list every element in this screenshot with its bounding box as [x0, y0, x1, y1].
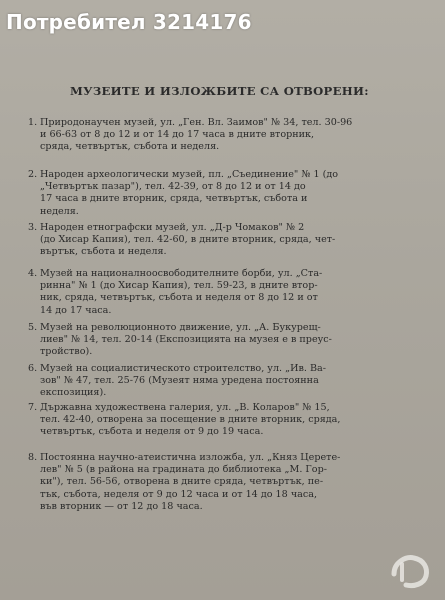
item-line: сряда, четвъртък, събота и неделя. [40, 141, 220, 153]
item-line: и 66-63 от 8 до 12 и от 14 до 17 часа в дните вторник, [40, 129, 315, 141]
item-text [40, 268, 416, 317]
bazar-logo-icon [388, 552, 432, 590]
item-line: Музей на националноосвободителните борби, ул. „Ста- [40, 268, 323, 279]
item-line: Музей на революционното движение, ул. „А. Букурещ- [40, 322, 321, 333]
item-line: зов" № 47, тел. 25-76 (Музеят няма уредена постоянна [40, 375, 319, 387]
page-heading: МУЗЕИТЕ И ИЗЛОЖБИТЕ СА ОТВОРЕНИ: [70, 84, 369, 98]
item-line: четвъртък, събота и неделя от 9 до 19 часа. [40, 426, 264, 438]
item-line: „Четвъртък пазар"), тел. 42-39, от 8 до 12 и от 14 до [40, 181, 306, 193]
item-line: Природонаучен музей, ул. „Ген. Вл. Заимов" № 34, тел. 30-96 [40, 117, 353, 128]
item-text [40, 322, 416, 359]
item-number: 2. [28, 169, 38, 180]
item-line: (до Хисар Капия), тел. 42-60, в дните вторник, сряда, чет- [40, 234, 336, 246]
item-line: тройство). [40, 346, 93, 358]
item-line: ник, сряда, четвъртък, събота и неделя от 8 до 12 и от [40, 292, 318, 304]
seller-watermark: Потребител 3214176 [6, 10, 252, 34]
item-line: Народен археологически музей, пл. „Съединение" № 1 (до [40, 169, 339, 180]
item-text [40, 363, 416, 400]
item-line: ки"), тел. 56-56, отворена в дните сряда, четвъртък, пе- [40, 476, 324, 488]
item-text [40, 452, 416, 513]
item-number: 7. [28, 402, 38, 413]
item-text [40, 117, 416, 154]
item-line: ринна" № 1 (до Хисар Капия), тел. 59-23, в дните втор- [40, 280, 318, 292]
item-text [40, 222, 416, 259]
item-line: във вторник — от 12 до 18 часа. [40, 500, 203, 512]
item-number: 1. [28, 117, 38, 128]
item-line: Държавна художествена галерия, ул. „В. Коларов" № 15, [40, 402, 330, 413]
item-number: 8. [28, 452, 38, 463]
item-line: 17 часа в дните вторник, сряда, четвъртък, събота и [40, 193, 308, 205]
item-line: 14 до 17 часа. [40, 304, 112, 316]
item-text [40, 169, 416, 218]
item-line: тел. 42-40, отворена за посещение в дните вторник, сряда, [40, 414, 341, 426]
item-number: 6. [28, 363, 38, 374]
item-number: 4. [28, 268, 38, 279]
item-text [40, 402, 416, 439]
item-number: 5. [28, 322, 38, 333]
item-line: лев" № 5 (в района на градината до библиотека „М. Гор- [40, 464, 327, 476]
item-line: тък, събота, неделя от 9 до 12 часа и от 14 до 18 часа, [40, 488, 318, 500]
item-line: въртък, събота и неделя. [40, 246, 167, 258]
item-line: експозиция). [40, 387, 107, 399]
item-line: Народен етнографски музей, ул. „Д-р Чомаков" № 2 [40, 222, 305, 233]
item-line: Музей на социалистическото строителство, ул. „Ив. Ва- [40, 363, 326, 374]
item-line: Постоянна научно-атеистична изложба, ул. „Княз Церете- [40, 452, 341, 463]
item-line: лиев" № 14, тел. 20-14 (Експозицията на музея е в преус- [40, 334, 332, 346]
item-number: 3. [28, 222, 38, 233]
item-line: неделя. [40, 205, 79, 217]
